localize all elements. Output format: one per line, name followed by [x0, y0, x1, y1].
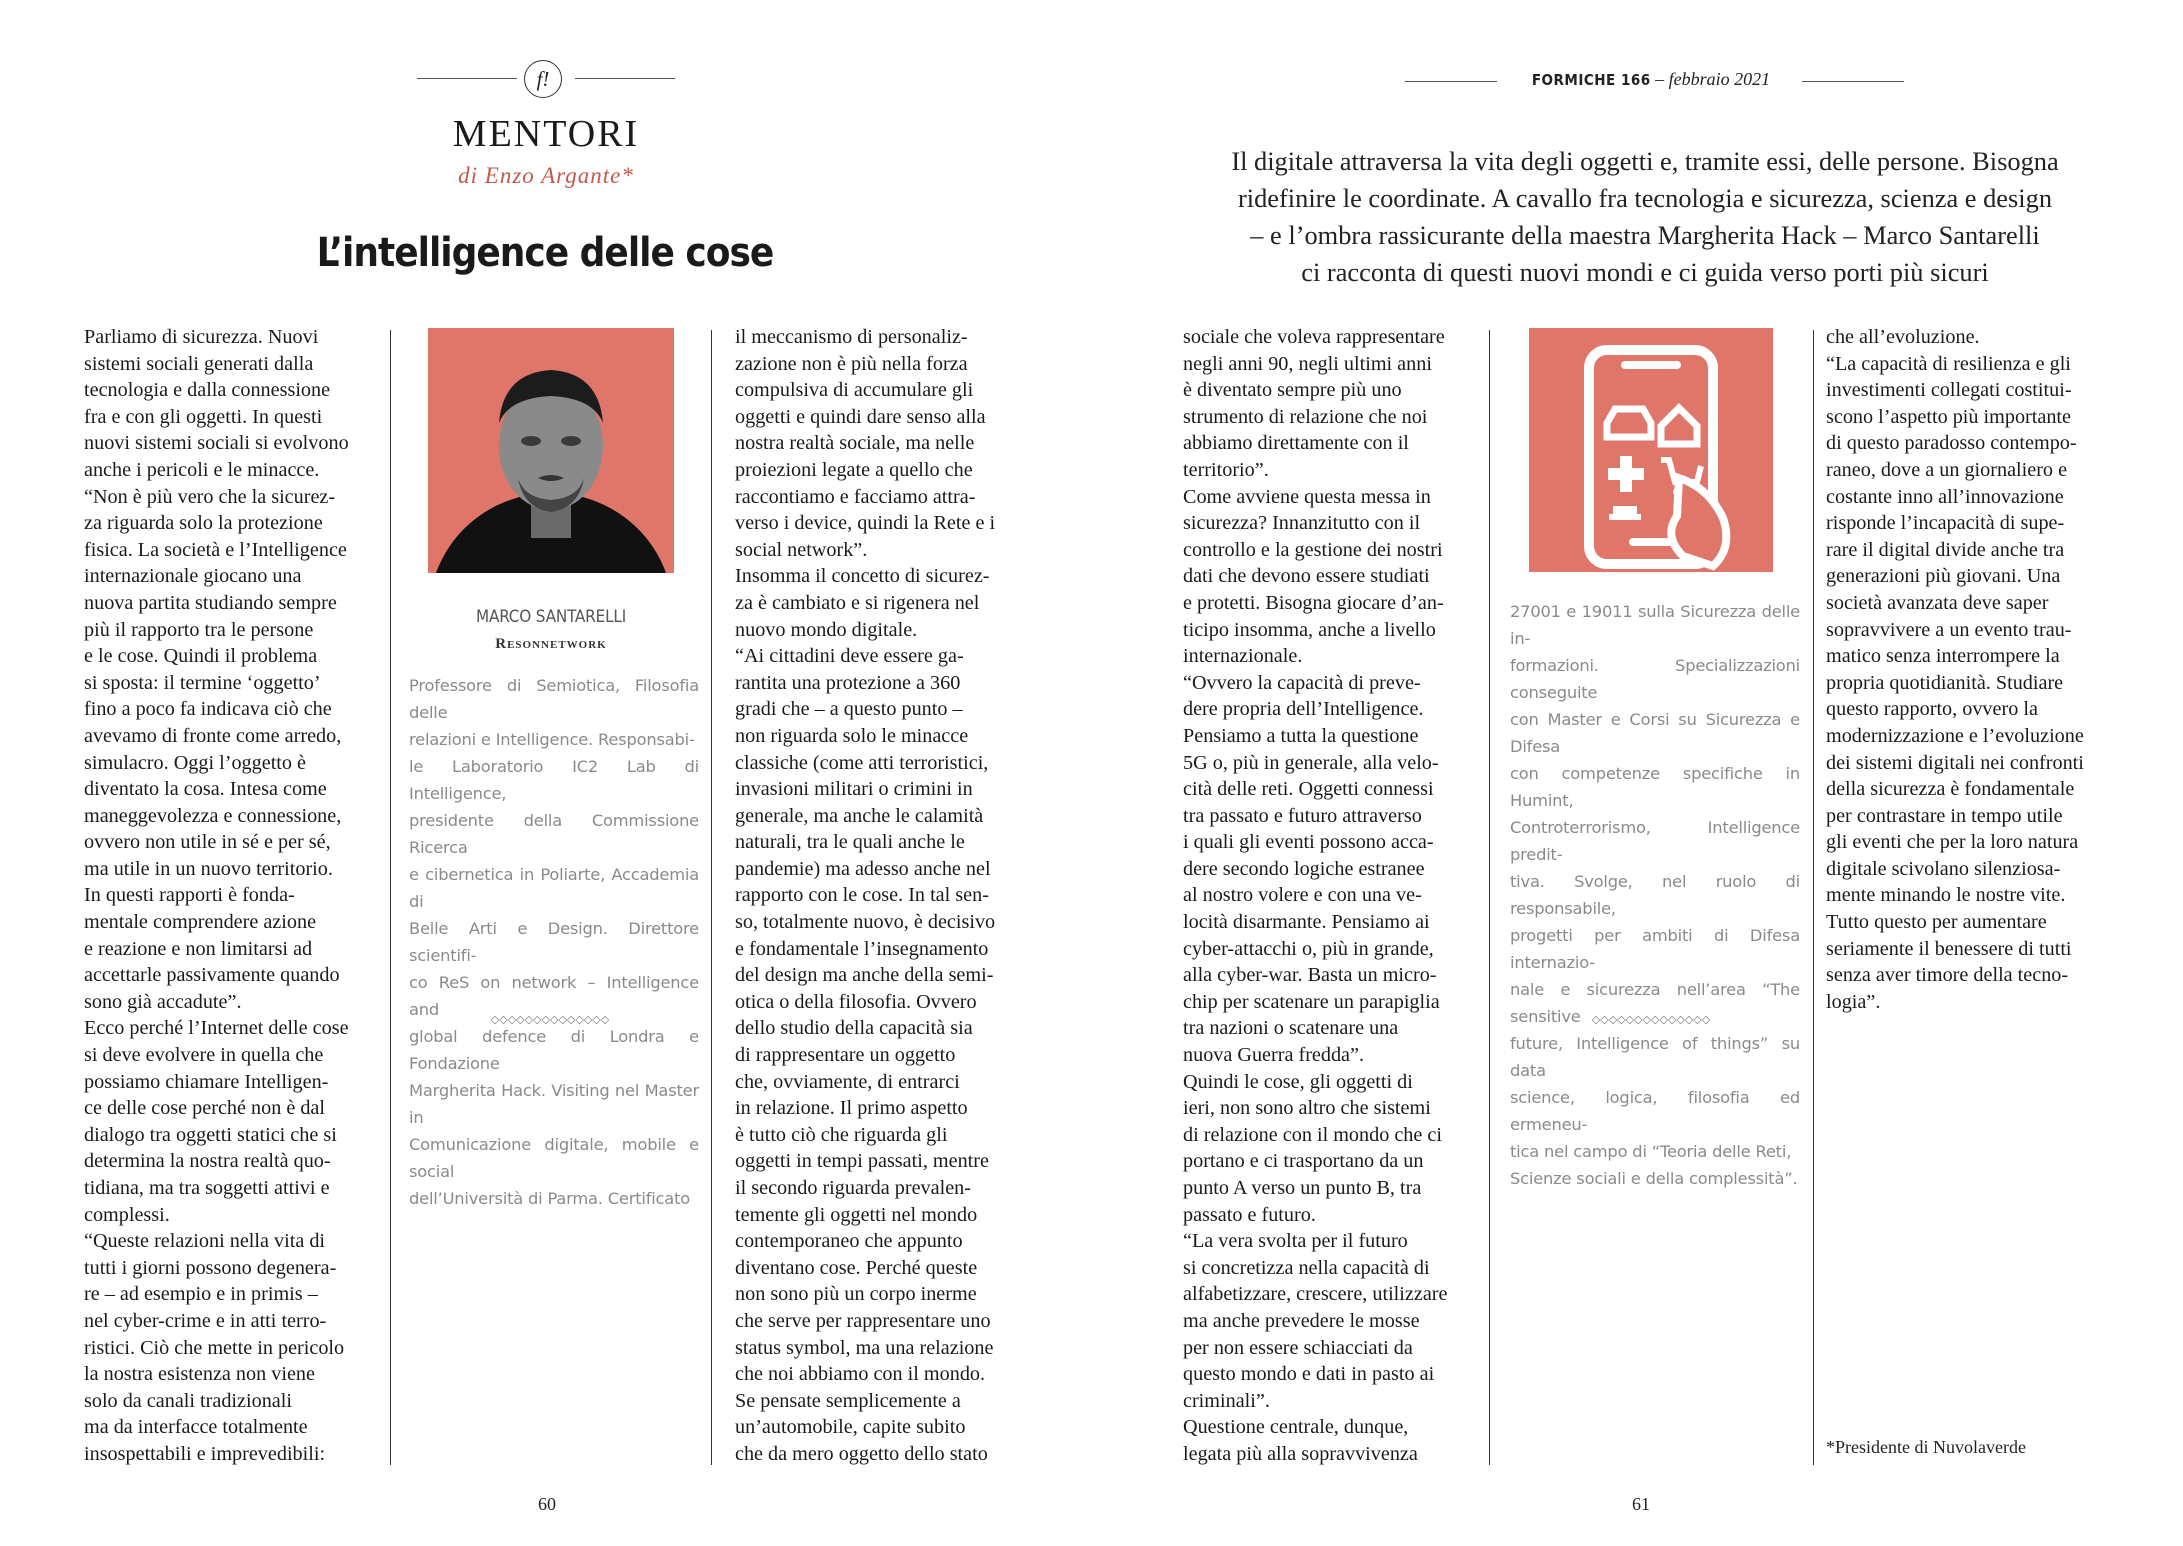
ornament-divider: ◇◇◇◇◇◇◇◇◇◇◇◇◇◇: [1591, 1014, 1711, 1026]
page-number-left: 60: [538, 1494, 556, 1514]
bio-company: Resonnetwork: [495, 636, 607, 652]
masthead-rule-right: [1802, 81, 1904, 82]
page-number-right: 61: [1632, 1494, 1650, 1514]
ornament-divider: ◇◇◇◇◇◇◇◇◇◇◇◇◇◇: [490, 1014, 610, 1026]
logo-rule-left: [417, 78, 517, 79]
masthead-rule-left: [1405, 81, 1497, 82]
article-column-1: Parliamo di sicurezza. Nuovi sistemi sociali generati dalla tecnologia e dalla connessione fra e con gli oggetti. In questi nuovi sistemi sociali si evolvono anche i pericoli e le minacce. “Non è più vero che la sicurez- za riguarda solo la protezione fisica. La società e l’Intelligence internazionale giocano una nuova partita studiando sempre più il rapporto tra le persone e le cose. Quindi il problema si sposta: il termine ‘oggetto’ fino a poco fa indicava ciò che avevamo di fronte come arredo, simulacro. Oggi l’oggetto è diventato la cosa. Intesa come maneggevolezza e connessione, ovvero non utile in sé e per sé, ma utile in un nuovo territorio. In questi rapporti è fonda- mentale comprendere azione e reazione e non limitarsi ad accettarle passivamente quando sono già accadute”. Ecco perché l’Internet delle cose si deve evolvere in quella che possiamo chiamare Intelligen- ce delle cose perché non è dal dialogo tra oggetti statici che si determina la nostra realtà quo- tidiana, ma tra soggetti attivi e complessi. “Queste relazioni nella vita di tutti i giorni possono degenera- re – ad esempio e in primis – nel cyber-crime e in atti terro- ristici. Ciò che mette in pericolo la nostra esistenza non viene solo da canali tradizionali ma da interfacce totalmente insospettabili e imprevedibili:: [84, 326, 349, 1465]
column-rule: [1489, 330, 1490, 1465]
formiche-logo: [524, 60, 562, 98]
section-title: MENTORI: [452, 113, 640, 155]
byline: di Enzo Argante*: [458, 163, 634, 188]
standfirst: Il digitale attraversa la vita degli oggetti e, tramite essi, delle persone. Bisogna ridefinire le coordinate. A cavallo fra tecnologia e sicurezza, scienza e design – e l’ombra rassicurante della maestra Margherita Hack – Marco Santarelli ci racconta di questi nuovi mondi e ci guida verso porti più sicuri: [1231, 146, 2059, 287]
masthead: [1506, 69, 1796, 90]
column-rule: [1813, 330, 1814, 1465]
issue-date: febbraio 2021: [1668, 69, 1771, 89]
masthead-dash: –: [1650, 69, 1669, 89]
smartphone-iot-icon: [1529, 328, 1773, 572]
column-rule: [390, 330, 391, 1465]
bio-name: MARCO SANTARELLI: [475, 607, 627, 627]
article-column-3: sociale che voleva rappresentare negli anni 90, negli ultimi anni è diventato sempre più uno strumento di relazione che noi abbiamo direttamente con il territorio”. Come avviene questa messa in sicurezza? Innanzitutto con il controllo e la gestione dei nostri dati che devono essere studiati e protetti. Bisogna giocare d’an- ticipo insomma, anche a livello internazionale. “Ovvero la capacità di preve- dere propria dell’Intelligence. Pensiamo a tutta la questione 5G o, più in generale, alla velo- cità delle reti. Oggetti connessi tra passato e futuro attraverso i quali gli eventi possono acca- dere secondo logiche estranee al nostro volere e con una ve- locità disarmante. Pensiamo ai cyber-attacchi o, più in grande, alla cyber-war. Basta un micro- chip per scatenare un parapiglia tra nazioni o scatenare una nuova Guerra fredda”. Quindi le cose, gli oggetti di ieri, non sono altro che sistemi di relazione con il mondo che ci portano e ci trasportano da un punto A verso un punto B, tra passato e futuro. “La vera svolta per il futuro si concretizza nella capacità di alfabetizzare, crescere, utilizzare ma anche prevedere le mosse per non essere schiacciati da questo mondo e dati in pasto ai criminali”. Questione centrale, dunque, legata più alla sopravvivenza: [1183, 326, 1448, 1465]
portrait-photo: [428, 328, 674, 573]
footnote: *Presidente di Nuvolaverde: [1826, 1437, 2026, 1457]
logo-text: f!: [536, 67, 550, 91]
iot-illustration: [1529, 328, 1773, 572]
bio-text-left: Professore di Semiotica, Filosofia delle relazioni e Intelligence. Responsabi- le Laboratorio IC2 Lab di Intelligence, presidente della Commissione Ricerca e cibernetica in Poliarte, Accademia di Belle Arti e Design. Direttore scientifi- co ReS on network – Intelligence and global defence di Londra e Fondazione Margherita Hack. Visiting nel Master in Comunicazione digitale, mobile e social dell’Università di Parma. Certificato: [409, 676, 699, 1208]
magazine-name: FORMICHE 166: [1531, 71, 1651, 89]
logo-rule-right: [575, 78, 675, 79]
portrait-silhouette: [428, 328, 674, 573]
column-rule: [711, 330, 712, 1465]
article-column-2: il meccanismo di personaliz- zazione non è più nella forza compulsiva di accumulare gli oggetti e quindi dare senso alla nostra realtà sociale, ma nelle proiezioni legate a quello che raccontiamo e facciamo attra- verso i device, quindi la Rete e i social network”. Insomma il concetto di sicurez- za è cambiato e si rigenera nel nuovo mondo digitale. “Ai cittadini deve essere ga- rantita una protezione a 360 gradi che – a questo punto – non riguarda solo le minacce classiche (come atti terroristici, invasioni militari o crimini in generale, ma anche le calamità naturali, tra le quali anche le pandemie) ma adesso anche nel rapporto con le cose. In tal sen- so, totalmente nuovo, è decisivo e fondamentale l’insegnamento del design ma anche della semi- otica o della filosofia. Ovvero dello studio della capacità sia di rappresentare un oggetto che, ovviamente, di entrarci in relazione. Il primo aspetto è tutto ciò che riguarda gli oggetti in tempi passati, mentre il secondo riguarda prevalen- temente gli oggetti nel mondo contemporaneo che appunto diventano cose. Perché queste non sono più un corpo inerme che serve per rappresentare uno status symbol, ma una relazione che noi abbiamo con il mondo. Se pensate semplicemente a un’automobile, capite subito che da mero oggetto dello stato: [735, 326, 996, 1465]
bio-text-right: 27001 e 19011 sulla Sicurezza delle in- formazioni. Specializzazioni conseguite con Master e Corsi su Sicurezza e Difesa con competenze specifiche in Humint, Controterrorismo, Intelligence predit- tiva. Svolge, nel ruolo di responsabile, progetti per ambiti di Difesa internazio- nale e sicurezza nell’area “The sensitive future, Intelligence of things” su data science, logica, filosofia ed ermeneu- tica nel campo di “Teoria delle Reti, Scienze sociali e della complessità”.: [1510, 602, 1800, 1188]
article-column-4: che all’evoluzione. “La capacità di resilienza e gli investimenti collegati costitui- scono l’aspetto più importante di questo paradosso contempo- raneo, dove a un giornaliero e costante inno all’innovazione risponde l’incapacità di supe- rare il digital divide anche tra generazioni più giovani. Una società avanzata deve saper sopravvivere a un evento trau- matico senza interrompere la propria quotidianità. Studiare questo rapporto, ovvero la modernizzazione e l’evoluzione dei sistemi digitali nei confronti della sicurezza è fondamentale per contrastare in tempo utile gli eventi che per la loro natura digitale scivolano silenziosa- mente minando le nostre vite. Tutto questo per aumentare seriamente il benessere di tutti senza aver timore della tecno- logia”.: [1826, 326, 2084, 1013]
article-title: L’intelligence delle cose: [316, 230, 774, 276]
